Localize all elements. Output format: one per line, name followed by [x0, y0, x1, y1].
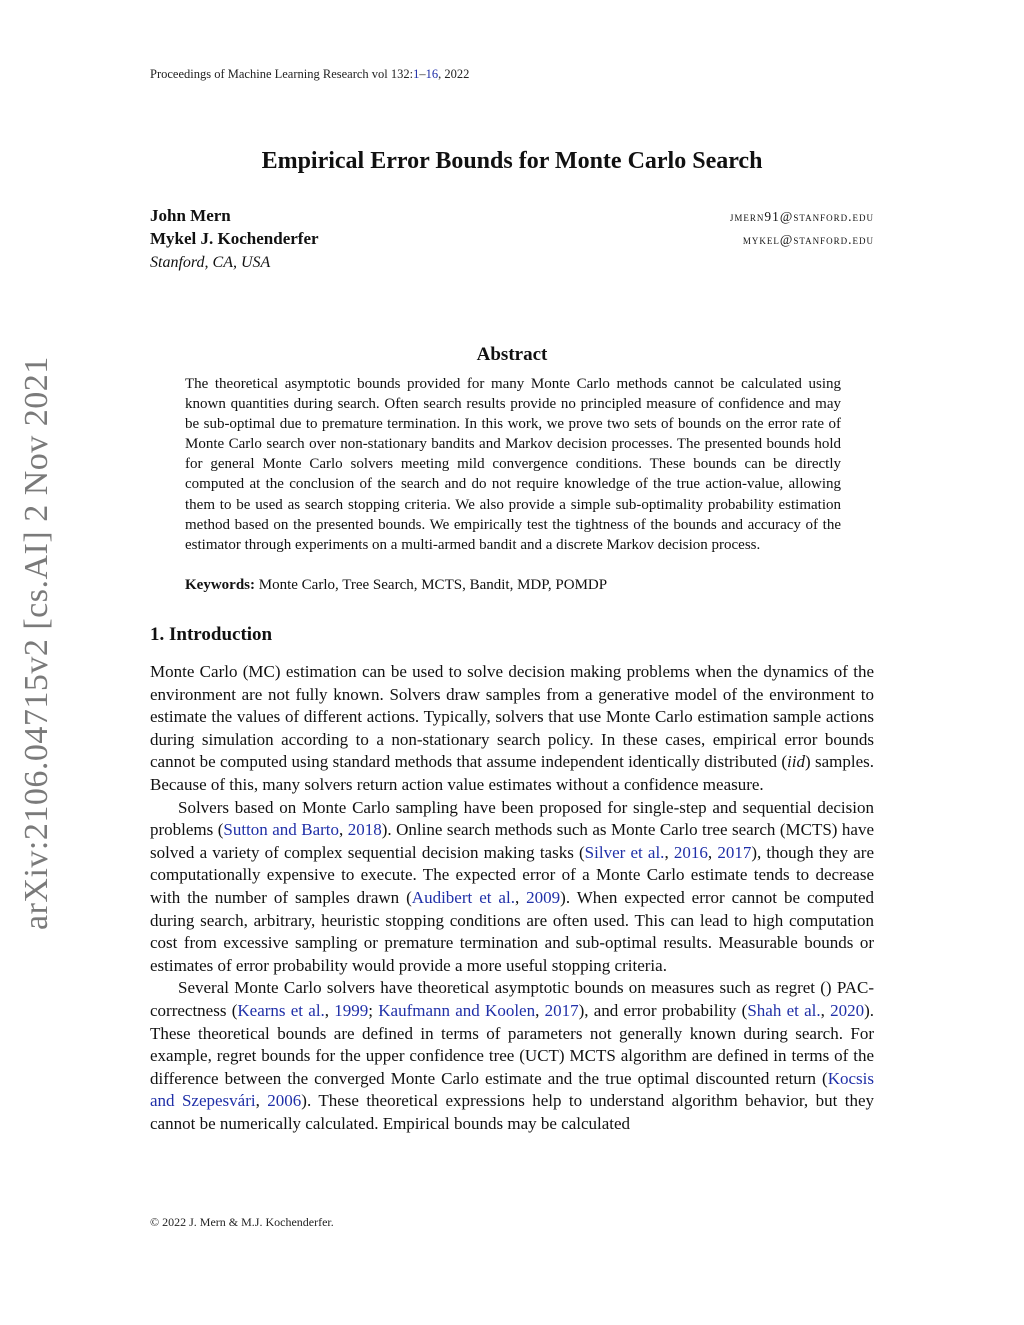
paragraph	[150, 661, 874, 797]
copyright-footer: © 2022 J. Mern & M.J. Kochenderfer.	[150, 1215, 334, 1229]
citation-year-link[interactable]: 2009	[526, 887, 561, 907]
text-run: Several Monte Carlo solvers have theoretical asymptotic bounds on measures such as regret () PAC-correctness (	[150, 978, 874, 1020]
citation-year-link[interactable]: 2017	[717, 842, 752, 862]
citation-link[interactable]: Audibert et al.	[411, 887, 515, 907]
citation-year-link[interactable]: 2018	[347, 820, 382, 840]
keywords	[185, 575, 841, 595]
paper-title: Empirical Error Bounds for Monte Carlo Search	[261, 148, 763, 174]
last-page-link[interactable]: 16	[425, 67, 439, 81]
text-run: ). Online search methods such as Monte Carlo tree search (MCTS) have solved a variety of complex sequential decision making tasks (	[150, 820, 875, 862]
keywords-text: Monte Carlo, Tree Search, MCTS, Bandit, MDP, POMDP	[258, 577, 608, 593]
introduction-body	[150, 661, 874, 1135]
citation-year-link[interactable]: 2016	[673, 842, 708, 862]
text-run: ), and error probability (	[578, 1000, 748, 1020]
text-run: ). When expected error cannot be computed during search, arbitrary, heuristic stopping conditions are often used. This can lead to high computation cost from excessive sampling or premature termination and sub-optimal results. Measurable bounds or estimates of error probability would provide a more useful stopping criteria.	[150, 887, 874, 975]
keywords-label: Keywords:	[185, 577, 255, 593]
author-row-2	[150, 229, 874, 249]
citation-year-link[interactable]: 1999	[334, 1000, 369, 1020]
citation-year-link[interactable]: 2017	[544, 1000, 579, 1020]
abstract-heading: Abstract	[476, 344, 548, 365]
author-row-1	[150, 206, 874, 226]
citation-link[interactable]: Silver et al.	[584, 842, 665, 862]
proceedings-prefix: Proceedings of Machine Learning Research vol 132:	[150, 67, 414, 81]
citation-link[interactable]: Kocsis and Szepesvári	[150, 1068, 874, 1111]
author-name: John Mern	[150, 206, 231, 225]
math-iid: iid	[787, 752, 805, 772]
text-run: ). These theoretical expressions help to understand algorithm behavior, but they cannot be numerically calculated. Empirical bounds may be calculated	[150, 1091, 874, 1133]
section-heading-introduction: 1. Introduction	[150, 624, 273, 645]
citation-link[interactable]: Shah et al.	[747, 1000, 821, 1020]
arxiv-stamp: arXiv:2106.04715v2 [cs.AI] 2 Nov 2021	[18, 356, 55, 930]
author-name: Mykel J. Kochenderfer	[150, 229, 319, 248]
citation-link[interactable]: Kaufmann and Koolen	[378, 1000, 536, 1020]
citation-year-link[interactable]: 2006	[267, 1091, 302, 1111]
proceedings-header	[150, 67, 469, 82]
affiliation: Stanford, CA, USA	[150, 254, 271, 271]
paragraph: Solvers based on Monte Carlo sampling have been proposed for single-step and sequential decision problems (Sutton and Barto, 2018). Online search methods such as Monte Carlo tree search (MCTS) have solved a variety of complex sequential decision making tasks (Silver et al., 2016, 2017), though they are computationally expensive to execute. The expected error of a Monte Carlo estimate tends to decrease with the number of samples drawn (Audibert et al., 2009). When expected error cannot be computed during search, arbitrary, heuristic stopping conditions are often used. This can lead to high computation cost from excessive sampling or premature termination and sub-optimal results. Measurable bounds or estimates of error probability would provide a more useful stopping criteria.	[150, 797, 875, 975]
abstract-text: The theoretical asymptotic bounds provided for many Monte Carlo methods cannot be calculated using known quantities during search. Often search results provide no principled measure of confidence and may be sub-optimal due to premature termination. In this work, we prove two sets of bounds on the error rate of Monte Carlo search over non-stationary bandits and Markov decision processes. The presented bounds hold for general Monte Carlo solvers meeting mild convergence conditions. These bounds can be directly computed at the conclusion of the search and do not require knowledge of the true action-value, allowing them to be used as search stopping criteria. We also provide a simple sub-optimality probability estimation method based on the presented bounds. We empirically test the tightness of the bounds and accuracy of the estimator through experiments on a multi-armed bandit and a discrete Markov decision process.	[185, 376, 841, 553]
page-range-dash: –	[419, 67, 426, 81]
text-run: ), though they are computationally expensive to execute. The expected error of a Monte Carlo estimate tends to decrease with the number of samples drawn (	[150, 842, 875, 907]
text-run: ) samples. Because of this, many solvers return action value estimates without a confidence measure.	[150, 752, 874, 794]
citation-link[interactable]: Kearns et al.	[237, 1000, 325, 1020]
author-email: mykel@stanford.edu	[742, 232, 874, 247]
text-run: Solvers based on Monte Carlo sampling have been proposed for single-step and sequential decision problems (	[150, 797, 874, 840]
paragraph: Several Monte Carlo solvers have theoretical asymptotic bounds on measures such as regret () PAC-correctness (Kearns et al., 1999; Kaufmann and Koolen, 2017), and error probability (Shah et al., 2020). These theoretical bounds are defined in terms of parameters not generally known during search. For example, regret bounds for the upper confidence tree (UCT) MCTS algorithm are defined in terms of the difference between the converged Monte Carlo estimate and the true optimal discounted return (Kocsis and Szepesvári, 2006). These theoretical expressions help to understand algorithm behavior, but they cannot be numerically calculated. Empirical bounds may be calculated	[150, 978, 875, 1133]
first-page-link[interactable]: 1	[413, 67, 420, 81]
text-run: ). These theoretical bounds are defined in terms of parameters not generally known during search. For example, regret bounds for the upper confidence tree (UCT) MCTS algorithm are defined in terms of the difference between the converged Monte Carlo estimate and the true optimal discounted return (	[150, 1000, 875, 1088]
citation-year-link[interactable]: 2020	[830, 1000, 865, 1020]
text-run: Monte Carlo (MC) estimation can be used to solve decision making problems when the dynamics of the environment are not fully known. Solvers draw samples from a generative model of the environment to estimate the values of different actions. Typically, solvers that use Monte Carlo estimation sample actions during simulation according to a non-stationary search policy. In these cases, empirical error bounds cannot be computed using standard methods that assume independent identically distributed (	[150, 662, 874, 772]
citation-link[interactable]: Sutton and Barto	[223, 820, 340, 840]
proceedings-year: , 2022	[438, 67, 470, 81]
author-email: jmern91@stanford.edu	[729, 209, 874, 224]
